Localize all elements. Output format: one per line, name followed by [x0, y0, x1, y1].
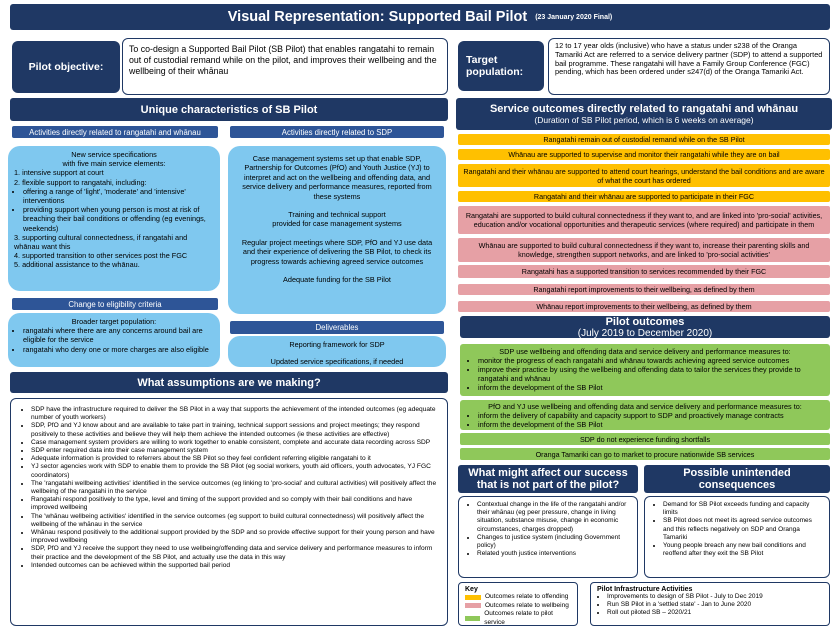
list-item: • The 'whānau wellbeing activities' identified in the service outcomes (eg support to build cultural connectedness) will positively affect the wellbeing of the whānau in the service — [31, 513, 437, 529]
sdp-training: Training and technical support — [288, 210, 386, 220]
pilot-outcome-funding: SDP do not experience funding shortfalls — [460, 433, 830, 445]
service-element-1: 1. intensive support at court — [14, 168, 104, 178]
list-item: • Young people breach any new bail conditions and reoffend after they exit the SB Pilot — [663, 542, 823, 558]
service-element-2b: • providing support when young person is most at risk of breaching their bail conditions or offending (eg evenings, weekends) — [23, 205, 214, 233]
assumptions-header-text: What assumptions are we making? — [137, 376, 321, 389]
objective-text: To co-design a Supported Bail Pilot (SB Pilot) that enables rangatahi to remain out of custodial remand while on the pilot, and improves their wellbeing and the wellbeing of their whānau — [122, 38, 448, 95]
list-item: • YJ sector agencies work with SDP to enable them to provide the SB Pilot (eg social workers, youth aid officers, youth advocates, YJ FGC coordinators) — [31, 463, 437, 479]
key-swatch — [465, 616, 480, 621]
pilot-outcome-item: • inform the delivery of capability and capacity support to SDP and proactively manage contracts — [478, 411, 822, 420]
deliverables-sub: Deliverables — [230, 321, 444, 334]
unique-header — [10, 98, 448, 121]
list-item: • SB Pilot does not meet its agreed service outcomes and this reflects negatively on SDP and Oranga Tamariki — [663, 517, 823, 542]
list-item: • Changes to justice system (including Government policy) — [477, 534, 631, 550]
eligibility-sub: Change to eligibility criteria — [12, 298, 218, 310]
infra-box — [590, 582, 830, 626]
pilot-outcome-item: • inform the development of the SB Pilot — [478, 420, 822, 429]
service-elements-heading: New service specifications — [71, 150, 157, 159]
list-item: • Case management system providers are willing to work together to enable consistent, complete and accurate data recording across SDP — [31, 439, 437, 447]
list-item: • Roll out piloted SB – 2020/21 — [607, 609, 823, 617]
service-outcomes-title: Service outcomes directly related to rangatahi and whānau — [489, 103, 799, 115]
service-element-2: 2. flexible support to rangatahi, including: — [14, 177, 147, 187]
sdp-project-meetings: Regular project meetings where SDP, PfO and YJ use data and their experience of delivering the SB Pilot, to check its progress towards achieving agreed service outcomes — [241, 237, 433, 266]
list-item: • Adequate information is provided to referrers about the SB Pilot so they feel confident referring eligible rangatahi to it — [31, 455, 437, 463]
service-outcome-offending: Rangatahi remain out of custodial remand while on the SB Pilot — [458, 134, 830, 145]
page-subtitle: (23 January 2020 Final) — [535, 13, 613, 21]
assumptions-box — [10, 398, 448, 626]
service-outcome-offending: Rangatahi and their whānau are supported to participate in their FGC — [458, 191, 830, 202]
service-outcome-wellbeing: Rangatahi report improvements to their wellbeing, as defined by them — [458, 284, 830, 295]
right-activities-sub: Activities directly related to SDP — [230, 126, 444, 138]
infra-list — [597, 593, 823, 618]
service-outcome-offending: Rangatahi and their whānau are supported to attend court hearings, understand the bail conditions and are aware of what the court has ordered — [458, 164, 830, 187]
assumptions-list — [21, 406, 437, 570]
deliverable-item: Updated service specifications, if needed — [270, 357, 404, 366]
service-outcome-wellbeing: Whānau report improvements to their wellbeing, as defined by them — [458, 301, 830, 312]
sdp-case-management: Case management systems set up that enable SDP, Partnership for Outcomes (PfO) and Youth Justice (YJ) to interpret and act on the wellbeing and offending data, and service delivery and performance measures, reported from these systems — [242, 154, 432, 201]
list-item: • SDP, PfO and YJ know about and are available to take part in training, technical support sessions and project meetings; they respond positively to these activities and believe they will help them achieve the intended outcomes (ie these activities are effective) — [31, 422, 437, 438]
key-title: Key — [465, 586, 478, 593]
service-element-5: 5. additional assistance to the whānau. — [14, 260, 140, 270]
left-activities-sub: Activities directly related to rangatahi and whānau — [12, 126, 218, 138]
list-item: • Intended outcomes can be achieved within the supported bail period — [31, 562, 437, 570]
affect-header-line1: What might affect our success — [468, 467, 628, 479]
pilot-outcome-sdp — [460, 344, 830, 396]
page-title-bar — [10, 4, 830, 30]
affect-header-line2: that is not part of the pilot? — [476, 479, 620, 491]
key-item — [465, 610, 571, 627]
list-item: • Rangatahi respond positively to the type, level and timing of the support provided and so comply with their bail conditions and have improved wellbeing — [31, 496, 437, 512]
list-item: • Run SB Pilot in a 'settled state' - Jan to June 2020 — [607, 601, 823, 609]
service-outcome-wellbeing: Rangatahi has a supported transition to services recommended by their FGC — [458, 265, 830, 278]
eligibility-item: • rangatahi who deny one or more charges are also eligible — [23, 345, 214, 354]
list-item: • Contextual change in the life of the rangatahi and/or their whānau (eg peer pressure, change in living situation, substance misuse, change in economic circumstances, charges dropped) — [477, 501, 631, 534]
list-item: • Whānau respond positively to the additional support provided by the SDP and so provide effective support for their young person and have improved wellbeing — [31, 529, 437, 545]
service-element-3: 3. supporting cultural connectedness, if rangatahi and whānau want this — [14, 232, 188, 252]
list-item: • SDP, PfO and YJ receive the support they need to use wellbeing/offending data and service delivery and performance measures to inform their practice and the development of the SB Pilot, and actually use the data in this way — [31, 545, 437, 561]
unintended-list — [653, 501, 823, 558]
eligibility-bubble — [8, 313, 220, 367]
list-item: • Improvements to design of SB Pilot - July to Dec 2019 — [607, 593, 823, 601]
pilot-outcome-item: • inform the development of the SB Pilot — [478, 383, 822, 392]
service-outcomes-subtitle: (Duration of SB Pilot period, which is 6 weeks on average) — [534, 115, 754, 125]
page-title: Visual Representation: Supported Bail Pilot — [227, 9, 528, 25]
service-element-4: 4. supported transition to other services post the FGC — [14, 251, 188, 261]
key-label: Outcomes relate to pilot service — [484, 610, 553, 626]
pilot-outcome-item: • monitor the progress of each rangatahi and whānau towards achieving agreed service outcomes — [478, 356, 822, 365]
affect-header — [458, 465, 638, 493]
unique-header-text: Unique characteristics of SB Pilot — [140, 103, 318, 116]
list-item: • SDP enter required data into their case management system — [31, 447, 437, 455]
target-label: Target population: — [458, 41, 544, 91]
service-elements-subheading: with five main service elements: — [62, 159, 166, 169]
service-element-2a: • offering a range of 'light', 'moderate' and 'intensive' interventions — [23, 187, 214, 205]
pilot-outcomes-subtitle: (July 2019 to December 2020) — [577, 327, 713, 339]
pilot-outcome-market: Oranga Tamariki can go to market to procure nationwide SB services — [460, 448, 830, 460]
affect-list — [467, 501, 631, 558]
key-item — [465, 593, 571, 602]
pilot-outcomes-title: Pilot outcomes — [605, 315, 685, 328]
affect-box — [458, 496, 638, 578]
key-swatch — [465, 603, 481, 608]
sdp-activities-bubble — [228, 146, 446, 314]
eligibility-heading: Broader target population: — [71, 317, 157, 326]
list-item: • Related youth justice interventions — [477, 550, 631, 558]
unintended-box — [644, 496, 830, 578]
unintended-header-line2: consequences — [698, 479, 776, 491]
list-item: • The 'rangatahi wellbeing activities' identified in the service outcomes (eg linking to 'pro-social' and cultural activities) will positively affect the wellbeing of the rangatahi in the service — [31, 480, 437, 496]
sdp-funding: Adequate funding for the SB Pilot — [283, 275, 391, 285]
key-item — [465, 602, 571, 611]
deliverables-bubble — [228, 336, 446, 367]
service-elements-bubble — [8, 146, 220, 291]
key-box — [458, 582, 578, 626]
target-text: 12 to 17 year olds (inclusive) who have a status under s238 of the Oranga Tamariki Act are referred to a service delivery partner (SDP) to attend a supported bail programme. These rangatahi will have a Family Group Conference (FGC) pending, which has been ordered under s247(d) of the Oranga Tamariki Act. — [548, 38, 830, 95]
service-outcome-offending: Whānau are supported to supervise and monitor their rangatahi while they are on bail — [458, 149, 830, 160]
pilot-outcome-pfo-heading: PfO and YJ use wellbeing and offending data and service delivery and performance measures to: — [488, 402, 802, 411]
pilot-outcome-sdp-heading: SDP use wellbeing and offending data and service delivery and performance measures to: — [499, 347, 791, 356]
service-outcome-wellbeing: Whānau are supported to build cultural connectedness if they want to, increase their parenting skills and knowledge, strengthen support networks, and are linked to 'pro-social activities' — [458, 238, 830, 262]
key-list — [465, 593, 571, 627]
sdp-training-detail: provided for case management systems — [272, 219, 402, 229]
list-item: • SDP have the infrastructure required to deliver the SB Pilot in a way that supports the achievement of the intended outcomes (eg adequate number of youth workers) — [31, 406, 437, 422]
pilot-outcome-item: • improve their practice by using the wellbeing and offending data to tailor the services they provide to rangatahi and whānau — [478, 365, 822, 383]
key-label: Outcomes relate to offending — [485, 593, 569, 600]
unintended-header — [644, 465, 830, 493]
assumptions-header — [10, 372, 448, 393]
service-outcome-wellbeing: Rangatahi are supported to build cultural connectedness if they want to, and are linked into 'pro-social' activities, education and/or vocational opportunities and therapeutic services (where required) and participate in them — [458, 206, 830, 234]
deliverable-item: Reporting framework for SDP — [289, 340, 385, 349]
service-outcomes-header — [456, 98, 832, 130]
pilot-outcomes-header — [460, 316, 830, 338]
list-item: • Demand for SB Pilot exceeds funding and capacity limits — [663, 501, 823, 517]
key-label: Outcomes relate to wellbeing — [485, 601, 569, 609]
eligibility-item: • rangatahi where there are any concerns around bail are eligible for the service — [23, 326, 214, 344]
infra-title: Pilot Infrastructure Activities — [597, 586, 693, 593]
objective-label: Pilot objective: — [12, 41, 120, 93]
unintended-header-line1: Possible unintended — [683, 467, 791, 479]
pilot-outcome-pfo — [460, 400, 830, 430]
key-swatch — [465, 595, 481, 600]
